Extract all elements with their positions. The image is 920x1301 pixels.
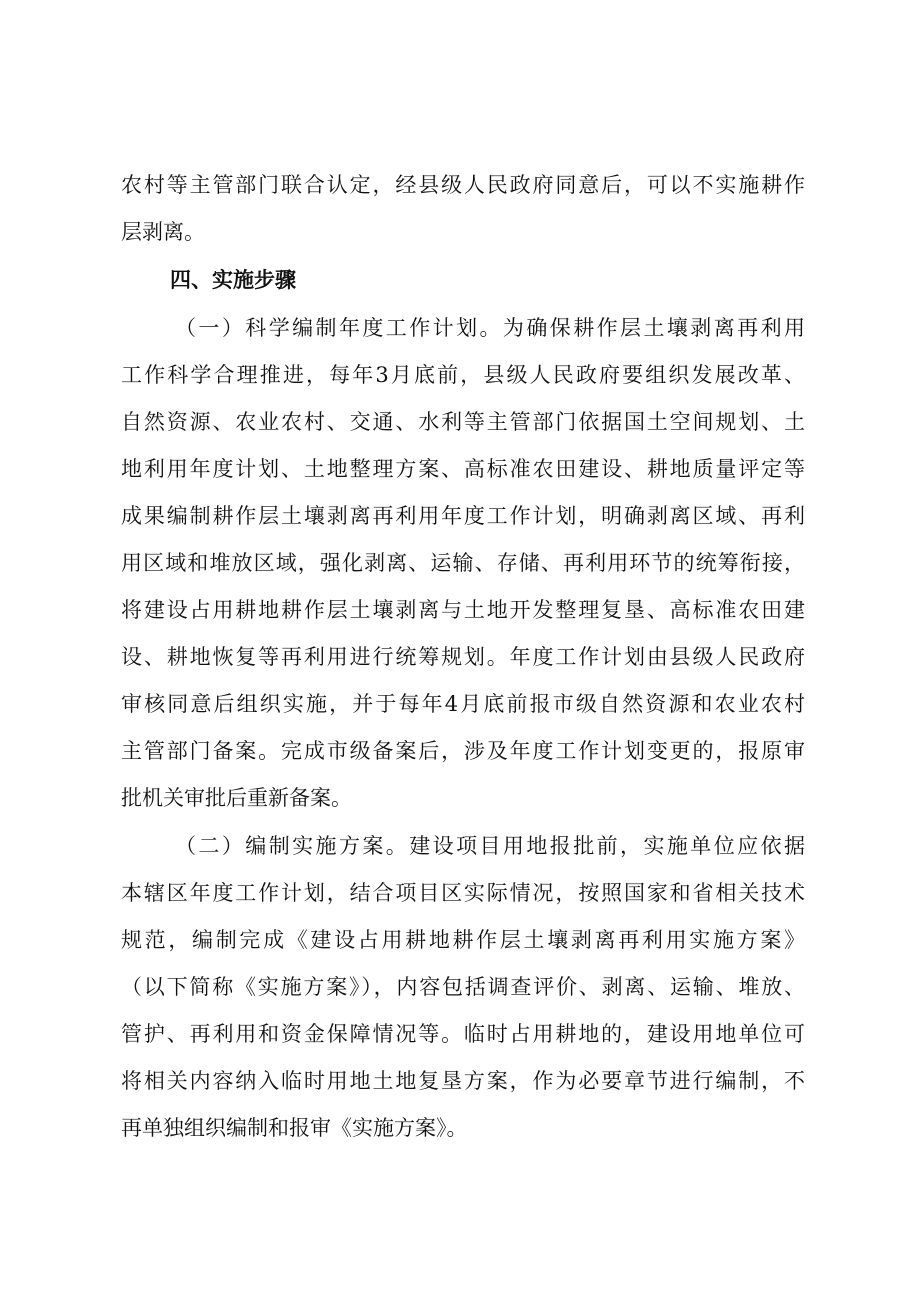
- paragraph-1-line: 批机关审批后重新备案。: [121, 786, 352, 810]
- paragraph-2-line: 管护、再利用和资金保障情况等。临时占用耕地的，建设用地单位可: [121, 1022, 805, 1046]
- paragraph-1-line: 地利用年度计划、土地整理方案、高标准农田建设、耕地质量评定等: [121, 457, 805, 481]
- paragraph-1-line: 审核同意后组织实施，并于每年4月底前报市级自然资源和农业农村: [121, 692, 805, 716]
- paragraph-1-line: 主管部门备案。完成市级备案后，涉及年度工作计划变更的，报原审: [121, 739, 805, 763]
- paragraph-1-line: 将建设占用耕地耕作层土壤剥离与土地开发整理复垦、高标准农田建: [121, 598, 805, 622]
- paragraph-1-line: 成果编制耕作层土壤剥离再利用年度工作计划，明确剥离区域、再利: [121, 504, 805, 528]
- paragraph-1-line: 自然资源、农业农村、交通、水利等主管部门依据国土空间规划、土: [121, 410, 805, 434]
- paragraph-2-line: （二）编制实施方案。建设项目用地报批前，实施单位应依据: [175, 834, 805, 858]
- section-heading: 四、实施步骤: [170, 268, 296, 292]
- paragraph-2-line: 规范，编制完成《建设占用耕地耕作层土壤剥离再利用实施方案》: [121, 928, 805, 952]
- paragraph-2-line: 本辖区年度工作计划，结合项目区实际情况，按照国家和省相关技术: [121, 881, 805, 905]
- paragraph-1-line: 工作科学合理推进，每年3月底前，县级人民政府要组织发展改革、: [121, 363, 805, 387]
- paragraph-2-line: 将相关内容纳入临时用地土地复垦方案，作为必要章节进行编制，不: [121, 1069, 805, 1093]
- intro-line-2: 层剥离。: [121, 220, 205, 244]
- intro-line-1: 农村等主管部门联合认定，经县级人民政府同意后，可以不实施耕作: [121, 173, 805, 197]
- paragraph-2-line: 再单独组织编制和报审《实施方案》。: [121, 1116, 468, 1140]
- paragraph-1-line: （一）科学编制年度工作计划。为确保耕作层土壤剥离再利用: [175, 316, 805, 340]
- paragraph-1-line: 设、耕地恢复等再利用进行统筹规划。年度工作计划由县级人民政府: [121, 645, 805, 669]
- paragraph-1-line: 用区域和堆放区域，强化剥离、运输、存储、再利用环节的统筹衔接，: [121, 551, 805, 575]
- paragraph-2-line: （以下简称《实施方案》），内容包括调查评价、剥离、运输、堆放、: [121, 975, 805, 999]
